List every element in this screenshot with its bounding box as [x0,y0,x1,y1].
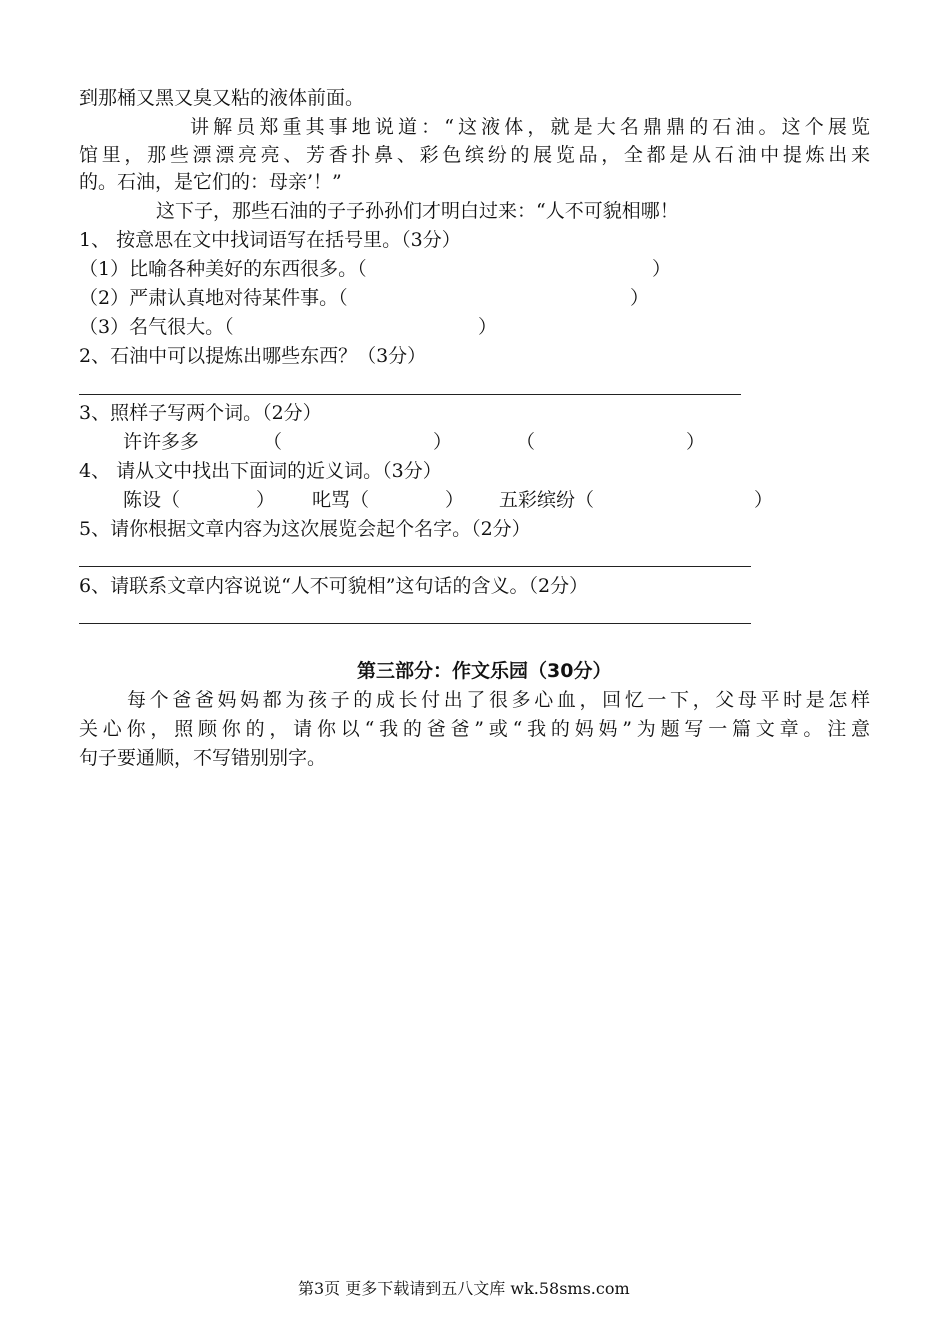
section-3-paragraph-line-2: 关心你，照顾你的，请你以“我的爸爸”或“我的妈妈”为题写一篇文章。注意 [79,718,870,740]
story-paragraph-2-line-2: 馆里，那些漂漂亮亮、芳香扑鼻、彩色缤纷的展览品，全都是从石油中提炼出来 [79,144,870,166]
question-2-answer-line[interactable] [79,394,741,395]
question-6-answer-line[interactable] [79,623,751,624]
question-3-blank-1-close: ） [433,431,453,453]
question-1-item-2: （2）严肃认真地对待某件事。（ [79,287,348,309]
story-paragraph-3: 这下子，那些石油的子子孙孙们才明白过来：“人不可貌相哪！ [156,200,679,222]
question-3-blank-1-open: （ [263,431,283,453]
question-4-word-3-close: ） [754,489,774,511]
question-2-title: 2、石油中可以提炼出哪些东西？（3分） [79,345,427,367]
section-3-heading: 第三部分：作文乐园（30分） [357,660,612,682]
section-3-paragraph-line-3: 句子要通顺，不写错别别字。 [79,747,327,769]
question-1-item-1: （1）比喻各种美好的东西很多。（ [79,258,367,280]
question-3-blank-2-close: ） [686,431,706,453]
page-footer: 第3页 更多下载请到五八文库 wk.58sms.com [298,1279,630,1298]
story-paragraph-2-line-3: 的。石油，是它们的：母亲’！” [79,171,342,193]
question-4-word-3: 五彩缤纷（ [499,489,595,511]
question-6-title: 6、请联系文章内容说说“人不可貌相”这句话的含义。（2分） [79,575,589,597]
story-line-1: 到那桶又黑又臭又粘的液体前面。 [79,87,365,109]
question-1-item-1-close: ） [652,258,672,280]
question-3-example: 许许多多 [123,431,200,453]
question-4-word-2-close: ） [445,489,465,511]
question-1-title: 1、 按意思在文中找词语写在括号里。（3分） [79,229,461,251]
question-1-item-2-close: ） [630,287,650,309]
question-4-word-1: 陈设（ [123,489,181,511]
question-3-title: 3、照样子写两个词。（2分） [79,402,322,424]
question-4-word-2: 叱骂（ [312,489,370,511]
question-5-answer-line[interactable] [79,566,751,567]
question-4-title: 4、 请从文中找出下面词的近义词。（3分） [79,460,442,482]
story-paragraph-2-line-1: 讲解员郑重其事地说道：“这液体，就是大名鼎鼎的石油。这个展览 [190,116,870,138]
question-1-item-3-close: ） [478,316,498,338]
question-5-title: 5、请你根据文章内容为这次展览会起个名字。（2分） [79,518,531,540]
question-1-item-3: （3）名气很大。（ [79,316,234,338]
question-4-word-1-close: ） [256,489,276,511]
section-3-paragraph-line-1: 每个爸爸妈妈都为孩子的成长付出了很多心血，回忆一下，父母平时是怎样 [127,689,870,711]
question-3-blank-2-open: （ [516,431,536,453]
